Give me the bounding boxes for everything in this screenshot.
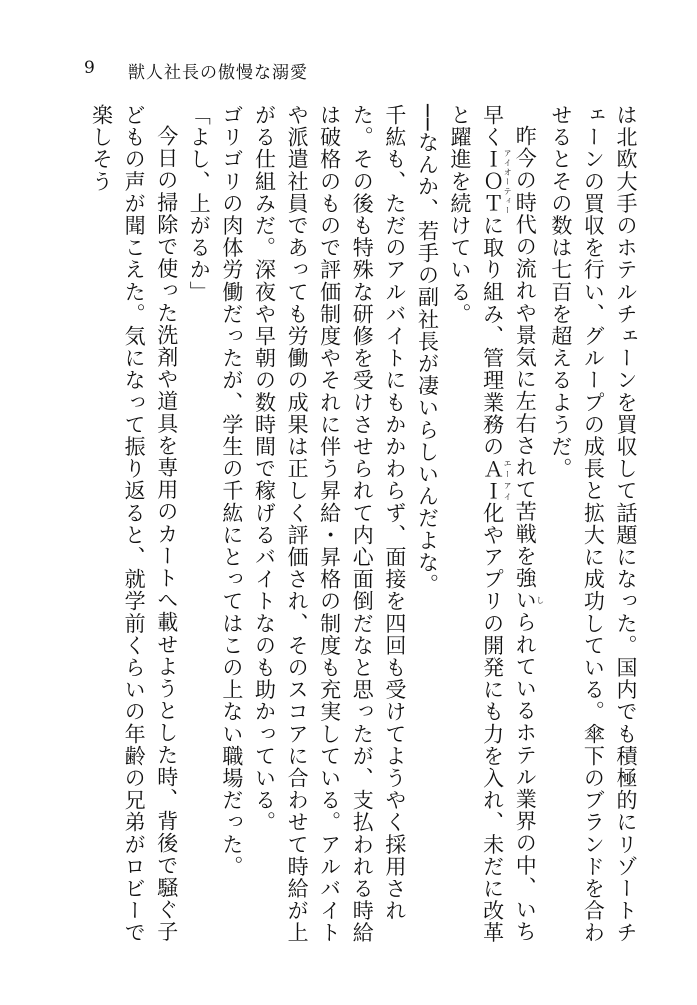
paragraph-7: 今日の掃除で使った洗剤や道具を専用のカートへ載せようとした時、背後で騒ぐ子どもの声が聞こえた。気になって振り返ると、就学前くらいの年齢の兄弟がロビーで楽しそう: [89, 104, 179, 944]
paragraph-2-part-c: に取り組み、管理業務の: [480, 214, 505, 458]
page-number: 9: [84, 58, 95, 78]
paragraph-2-part-a: 昨今の時代の流れや景気に左右されて苦戦を強: [513, 125, 538, 590]
ruby-ai: ＡＩエーアイ: [480, 457, 513, 502]
paragraph-3: ──なんか、若手の副社長が凄いらしいんだよな。: [415, 104, 440, 596]
paragraph-5: ゴリゴリの肉体労働だったが、学生の千紘にとってはこの上ない職場だった。: [219, 104, 244, 878]
page-header: [0, 58, 697, 88]
paragraph-2-part-d: 化やアプリの開発にも力を入れ、未だに改革と躍進を続けている。: [448, 104, 505, 944]
paragraph-1: は北欧大手のホテルチェーンを買収して話題になった。国内でも積極的にリゾートチェーンの買収を行い、グループの成長と拡大に成功している。傘下のブランドを合わせるとその数は七百を超えるようだ。: [548, 104, 638, 944]
paragraph-2-part-b: られているホテル業界の中、いち早く: [480, 104, 538, 943]
body-text: [62, 104, 642, 964]
book-title: 獣人社長の傲慢な溺愛: [128, 63, 308, 83]
ruby-shii: いし: [513, 589, 545, 612]
ruby-iot: ＩＯＴアイオーティー: [480, 148, 513, 215]
paragraph-2: [443, 104, 544, 964]
paragraph-4: 千紘も、ただのアルバイトにもかかわらず、面接を四回も受けてようやく採用された。その後も特殊な研修を受けさせられて内心面倒だなと思ったが、支払われる時給は破格のもので評価制度やそれに伴う昇給・昇格の制度も充実している。アルバイトや派遣社員であっても労働の成果は正しく評価され、そのスコアに合わせて時給が上がる仕組みだ。深夜や早朝の数時間で稼げるバイトなのも助かっている。: [252, 104, 407, 944]
paragraph-6: 「よし、上がるか」: [187, 104, 212, 303]
